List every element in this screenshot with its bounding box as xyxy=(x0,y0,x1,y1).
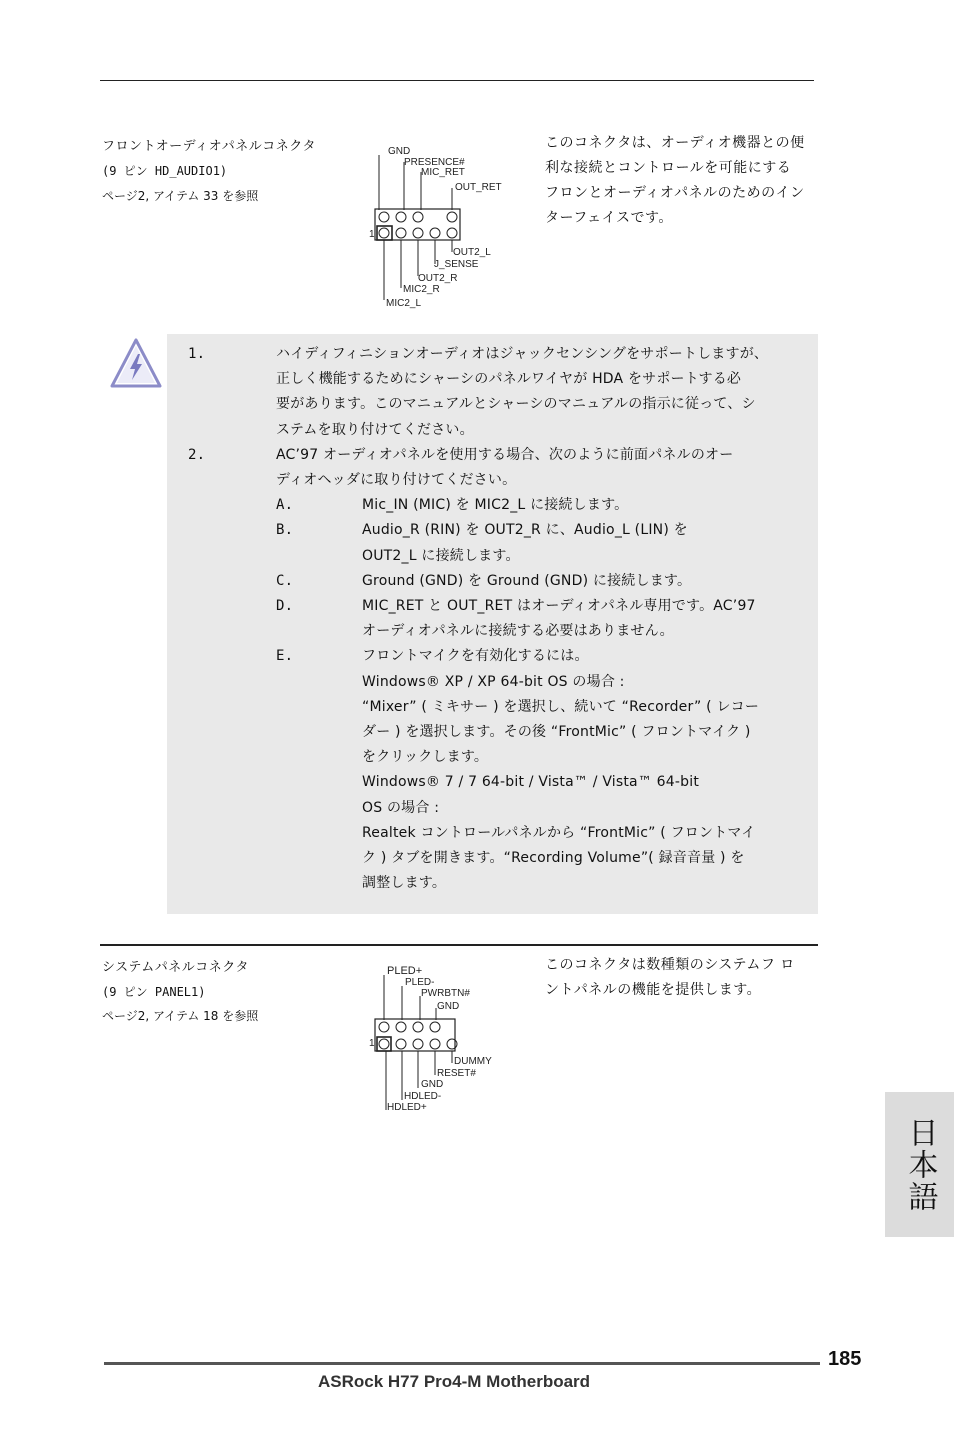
panel-connector-reference: ページ2, アイテム 18 を参照 xyxy=(102,1009,259,1023)
page-number: 185 xyxy=(828,1348,862,1370)
note-line-text: をクリックします。 xyxy=(362,749,489,766)
pin-label-out-ret: OUT_RET xyxy=(455,182,502,193)
note-subitem-letter: B. xyxy=(276,522,294,539)
note-line-text: Windows® XP / XP 64-bit OS の場合 : xyxy=(362,673,625,690)
pin-label-reset: RESET# xyxy=(437,1068,476,1079)
note-line-text: Audio_R (RIN) を OUT2_R に、Audio_L (LIN) を xyxy=(362,522,688,539)
pin-label-out2-r: OUT2_R xyxy=(418,273,458,284)
note-line-text: 要があります。このマニュアルとシャーシのマニュアルの指示に従って、シ xyxy=(276,396,756,413)
note-item-number: 2. xyxy=(188,446,206,463)
note-line-text: フロントマイクを有効化するには。 xyxy=(362,648,589,665)
note-line-text: OUT2_L に接続します。 xyxy=(362,547,520,564)
description-line: ントパネルの機能を提供します。 xyxy=(545,982,762,998)
pin-label-pwrbtn: PWRBTN# xyxy=(421,988,470,999)
note-line-text: OS の場合 : xyxy=(362,799,440,816)
language-tab-label: 日本語 xyxy=(902,1116,938,1213)
pin-label-mic-ret: MIC_RET xyxy=(421,167,465,178)
note-item-number: 1. xyxy=(188,346,206,362)
description-line: このコネクタは数種類のシステムフ ロ xyxy=(545,957,795,973)
pin-label-hdled-plus: HDLED+ xyxy=(387,1102,427,1113)
note-line-text: ダー ) を選択します。その後 “FrontMic” ( フロントマイク ) xyxy=(362,724,751,740)
note-line-text: AC’97 オーディオパネルを使用する場合、次のように前面パネルのオー xyxy=(276,446,734,463)
note-line-text: “Mixer” ( ミキサー ) を選択し、続いて “Recorder” ( レコー xyxy=(362,698,760,715)
note-subitem-letter: A. xyxy=(276,497,294,514)
note-line-text: MIC_RET と OUT_RET はオーディオパネル専用です。AC’97 xyxy=(362,598,756,614)
pin-label-pin-one: 1 xyxy=(369,229,375,240)
panel-connector-description xyxy=(545,953,795,1003)
pin-label-gnd-bottom: GND xyxy=(421,1079,444,1090)
note-line-text: Mic_IN (MIC) を MIC2_L に接続します。 xyxy=(362,497,629,514)
pin-label-out2-l: OUT2_L xyxy=(453,247,491,258)
pin-label-pled-minus: PLED- xyxy=(405,977,435,988)
warning-icon xyxy=(108,336,164,392)
audio-connector-title: フロントオーディオパネルコネクタ xyxy=(102,139,317,154)
pin-label-mic2-r: MIC2_R xyxy=(403,284,440,295)
note-subitem-letter: D. xyxy=(276,598,294,614)
audio-connector-pins: (9 ピン HD_AUDIO1) xyxy=(102,164,228,178)
note-line-text: Ground (GND) を Ground (GND) に接続します。 xyxy=(362,572,692,589)
pin-label-dummy: DUMMY xyxy=(454,1056,492,1067)
pin-label-mic2-l: MIC2_L xyxy=(386,298,422,309)
note-line-text: オーディオパネルに接続する必要はありません。 xyxy=(362,623,674,640)
language-side-tab xyxy=(885,1092,954,1237)
panel-connector-pins: (9 ピン PANEL1) xyxy=(102,985,206,999)
note-line-text: 正しく機能するためにシャーシのパネルワイヤが HDA をサポートする必 xyxy=(276,371,742,388)
note-line-text: Windows® 7 / 7 64-bit / Vista™ / Vista™ 64-bit xyxy=(362,774,700,791)
note-subitem-letter: C. xyxy=(276,572,294,589)
description-line: ターフェイスです。 xyxy=(545,210,673,226)
note-line-text: ディオヘッダに取り付けてください。 xyxy=(276,472,517,488)
pin-label-gnd: GND xyxy=(388,146,411,157)
audio-connector-reference: ページ2, アイテム 33 を参照 xyxy=(102,189,259,203)
note-line-text: 調整します。 xyxy=(362,875,447,892)
section-rule xyxy=(100,944,818,946)
pin-label-hdled-minus: HDLED- xyxy=(404,1091,442,1102)
footer-rule xyxy=(104,1362,820,1365)
panel-connector-title: システムパネルコネクタ xyxy=(102,960,249,975)
description-line: このコネクタは、オーディオ機器との便 xyxy=(545,135,805,151)
pin-label-j-sense: J_SENSE xyxy=(434,259,479,270)
description-line: 利な接続とコントロールを可能にする xyxy=(545,160,792,176)
footer-model-name: ASRock H77 Pro4-M Motherboard xyxy=(318,1372,591,1391)
note-subitem-letter: E. xyxy=(276,648,294,665)
pin-label-pled-plus: PLED+ xyxy=(387,965,423,977)
note-line-text: Realtek コントロールパネルから “FrontMic” ( フロントマイ xyxy=(362,824,756,841)
top-rule xyxy=(100,80,814,81)
note-line-text: ク ) タブを開きます。“Recording Volume”( 録音音量 ) を xyxy=(362,850,745,866)
pin-label-gnd-top: GND xyxy=(437,1001,460,1012)
note-line-text: ステムを取り付けてください。 xyxy=(276,421,474,438)
audio-connector-description xyxy=(545,131,805,231)
note-line-text: ハイディフィニションオーディオはジャックセンシングをサポートしますが、 xyxy=(276,346,769,362)
pin-label-pin-one: 1 xyxy=(369,1038,375,1049)
pin-label-presence: PRESENCE# xyxy=(404,157,465,168)
description-line: フロンとオーディオパネルのためのイン xyxy=(545,185,805,201)
